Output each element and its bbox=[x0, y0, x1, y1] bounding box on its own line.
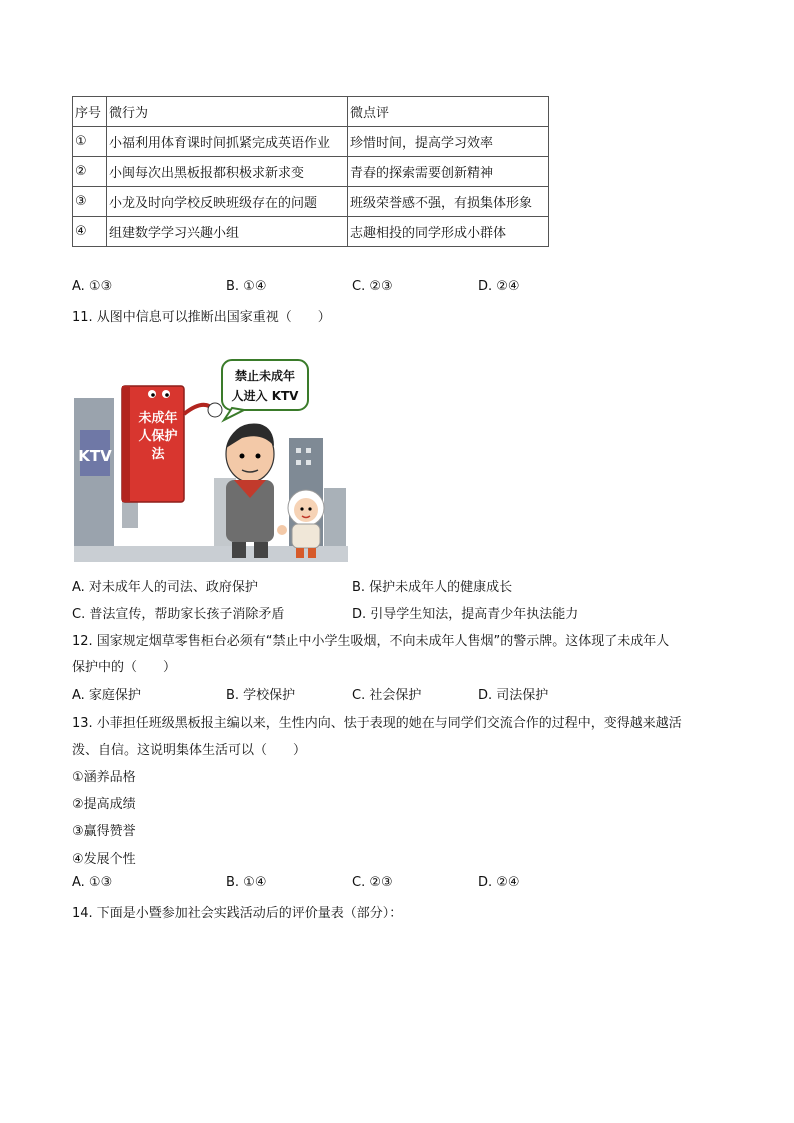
bubble-text-line1: 禁止未成年 bbox=[234, 369, 296, 383]
book-label-line3: 法 bbox=[151, 447, 165, 462]
table-cell: 小龙及时向学校反映班级存在的问题 bbox=[107, 187, 348, 217]
table-cell: 小福利用体育课时间抓紧完成英语作业 bbox=[107, 127, 348, 157]
q11-option-b: B. 保护未成年人的健康成长 bbox=[352, 580, 513, 595]
q13-item: ①涵养品格 bbox=[72, 770, 136, 785]
bubble-text-line2: 人进入 KTV bbox=[231, 389, 299, 403]
table-header: 微点评 bbox=[348, 97, 549, 127]
ktv-sign: KTV bbox=[78, 447, 112, 465]
table-header: 微行为 bbox=[107, 97, 348, 127]
q13-option-a: A. ①③ bbox=[72, 875, 113, 890]
q11-option-c: C. 普法宣传，帮助家长孩子消除矛盾 bbox=[72, 607, 285, 622]
q10-option-c: C. ②③ bbox=[352, 279, 393, 294]
table-row bbox=[73, 127, 549, 157]
q13-option-c: C. ②③ bbox=[352, 875, 393, 890]
table-cell: 珍惜时间，提高学习效率 bbox=[348, 127, 549, 157]
table-header-row bbox=[73, 97, 549, 127]
q11-option-d: D. 引导学生知法，提高青少年执法能力 bbox=[352, 607, 579, 622]
q12-option-b: B. 学校保护 bbox=[226, 688, 296, 703]
table-header: 序号 bbox=[73, 97, 107, 127]
cartoon-illustration bbox=[74, 358, 348, 562]
table-row bbox=[73, 187, 549, 217]
q13-option-b: B. ①④ bbox=[226, 875, 267, 890]
table-cell: 志趣相投的同学形成小群体 bbox=[348, 217, 549, 247]
q12-option-a: A. 家庭保护 bbox=[72, 688, 141, 703]
q13-option-d: D. ②④ bbox=[478, 875, 520, 890]
table-row bbox=[73, 157, 549, 187]
cartoon-image bbox=[74, 358, 348, 562]
q12-option-d: D. 司法保护 bbox=[478, 688, 549, 703]
q10-option-d: D. ②④ bbox=[478, 279, 520, 294]
table-cell: ③ bbox=[73, 187, 107, 217]
q12-stem-line1: 12. 国家规定烟草零售柜台必须有“禁止中小学生吸烟，不向未成年人售烟”的警示牌。这体现了未成年人 bbox=[72, 634, 670, 649]
table-cell: ④ bbox=[73, 217, 107, 247]
q11-stem: 11. 从图中信息可以推断出国家重视（ ） bbox=[72, 310, 331, 325]
q13-item: ③赢得赞誉 bbox=[72, 824, 136, 839]
table-cell: 青春的探索需要创新精神 bbox=[348, 157, 549, 187]
q12-option-c: C. 社会保护 bbox=[352, 688, 422, 703]
table-cell: 班级荣誉感不强，有损集体形象 bbox=[348, 187, 549, 217]
q13-item: ②提高成绩 bbox=[72, 797, 136, 812]
q10-option-a: A. ①③ bbox=[72, 279, 113, 294]
q13-stem-line2: 泼、自信。这说明集体生活可以（ ） bbox=[72, 743, 307, 758]
q10-option-b: B. ①④ bbox=[226, 279, 267, 294]
q14-stem: 14. 下面是小暨参加社会实践活动后的评价量表（部分）： bbox=[72, 906, 403, 921]
q13-item: ④发展个性 bbox=[72, 852, 136, 867]
table-cell: ② bbox=[73, 157, 107, 187]
q13-stem-line1: 13. 小菲担任班级黑板报主编以来，生性内向、怯于表现的她在与同学们交流合作的过程中，变得越来越活 bbox=[72, 716, 682, 731]
book-label-line2: 人保护 bbox=[138, 429, 178, 444]
table-cell: ① bbox=[73, 127, 107, 157]
q11-option-a: A. 对未成年人的司法、政府保护 bbox=[72, 580, 258, 595]
table-row bbox=[73, 217, 549, 247]
table-cell: 组建数学学习兴趣小组 bbox=[107, 217, 348, 247]
behavior-table bbox=[72, 96, 549, 247]
book-label-line1: 未成年 bbox=[138, 411, 178, 426]
q12-stem-line2: 保护中的（ ） bbox=[72, 660, 177, 675]
table-cell: 小闽每次出黑板报都积极求新求变 bbox=[107, 157, 348, 187]
